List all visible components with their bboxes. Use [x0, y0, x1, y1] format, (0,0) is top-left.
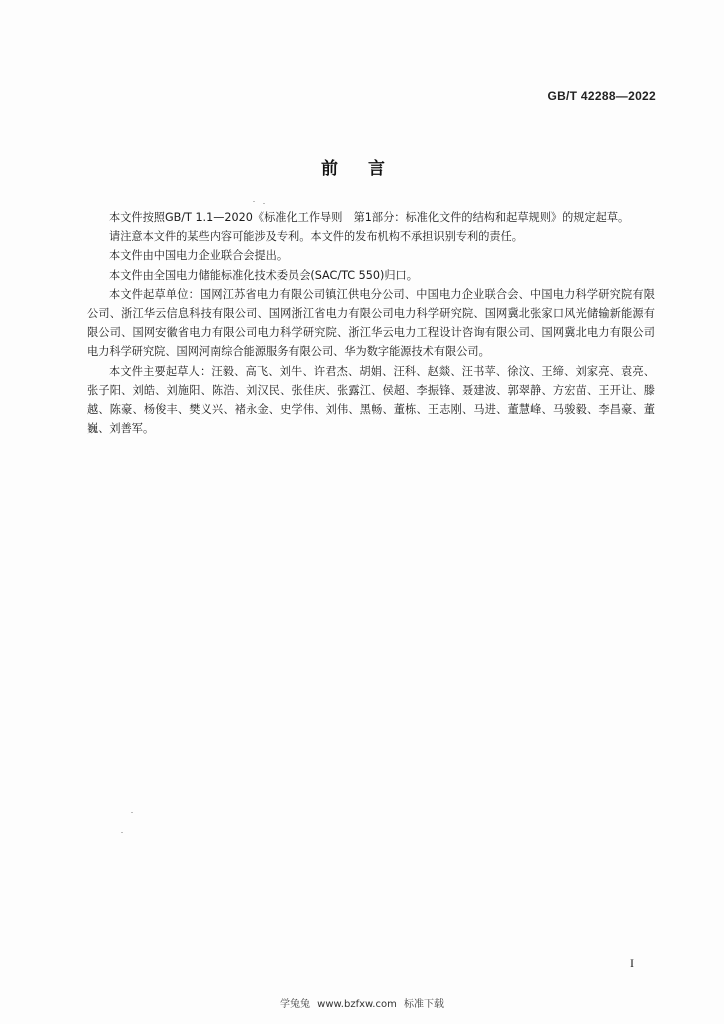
paragraph-main-drafters: 本文件主要起草人：汪毅、高飞、刘牛、许君杰、胡娟、汪科、赵燚、汪书苹、徐汶、王缔、刘家亮、袁亮、张子阳、刘皓、刘施阳、陈浩、刘汉民、张佳庆、张露江、侯超、李振锋、聂建波、郭翠静、方宏苗、王开让、滕越、陈豪、杨俊丰、樊义兴、褚永金、史学伟、刘伟、黑畅、董栋、王志刚、马进、董慧峰、马骏毅、李昌豪、董巍、刘善军。: [87, 364, 655, 436]
standard-number: GB/T 42288—2022: [547, 89, 656, 103]
preface-body: [87, 208, 655, 438]
footer-watermark: 学兔兔 www.bzfxw.com 标准下载: [280, 999, 444, 1010]
scan-speck: [121, 832, 123, 833]
page-title: 前言: [321, 159, 415, 179]
scan-speck: [253, 201, 255, 202]
paragraph-drafting-units: 本文件起草单位：国网江苏省电力有限公司镇江供电分公司、中国电力企业联合会、中国电力科学研究院有限公司、浙江华云信息科技有限公司、国网浙江省电力有限公司电力科学研究院、国网冀北张家口风光储输新能源有限公司、国网安徽省电力有限公司电力科学研究院、浙江华云电力工程设计咨询有限公司、国网冀北电力有限公司电力科学研究院、国网河南综合能源服务有限公司、华为数字能源技术有限公司。: [87, 287, 655, 359]
paragraph-centralized-by: 本文件由全国电力储能标准化技术委员会(SAC/TC 550)归口。: [109, 268, 418, 282]
page-number: I: [630, 956, 634, 970]
paragraph-drafting-basis: 本文件按照GB/T 1.1—2020《标准化工作导则 第1部分：标准化文件的结构和起草规则》的规定起草。: [109, 211, 630, 224]
paragraph-proposer: 本文件由中国电力企业联合会提出。: [109, 249, 289, 263]
paragraph-patent-notice: 请注意本文件的某些内容可能涉及专利。本文件的发布机构不承担识别专利的责任。: [109, 230, 523, 244]
scan-speck: [131, 812, 133, 813]
scan-speck: [263, 203, 265, 204]
